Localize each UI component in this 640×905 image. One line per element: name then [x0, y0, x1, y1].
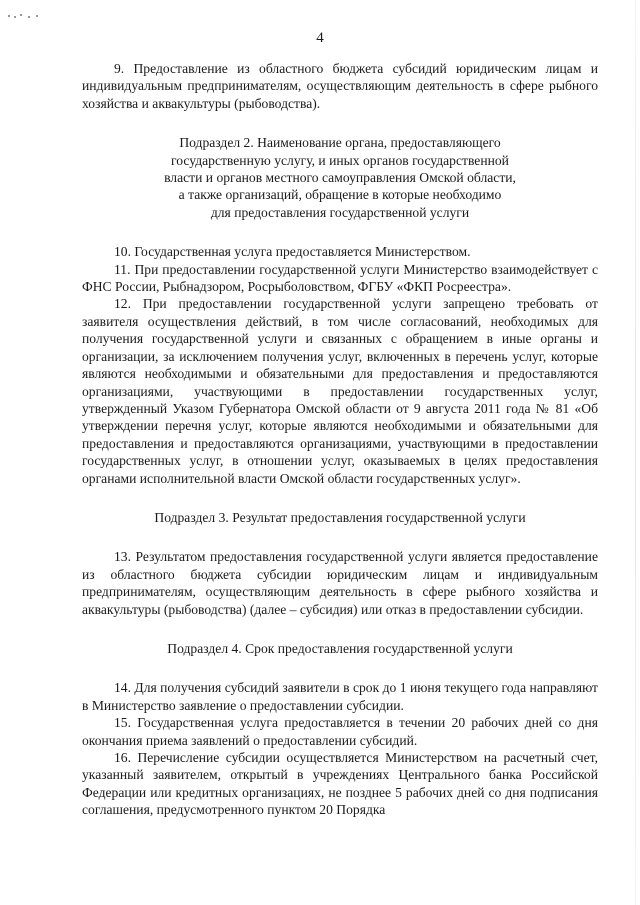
paragraph-13: 13. Результатом предоставления государственной услуги является предоставление из областного бюджета субсидии юридическим лицам и индивидуальным предпринимателям, осуществляющим деятельность в сфере рыбного хозяйства и аквакультуры (рыбоводства) (далее – субсидия) или отказ в предоставлении субсидии.: [82, 549, 598, 617]
paragraph-9: 9. Предоставление из областного бюджета субсидий юридическим лицам и индивидуальным предпринимателям, осуществляющим деятельность в сфере рыбного хозяйства и аквакультуры (рыбоводства).: [82, 61, 598, 111]
document-body: [82, 60, 598, 819]
paragraph-16: 16. Перечисление субсидии осуществляется Министерством на расчетный счет, указанный заявителем, открытый в учреждениях Центрального банка Российской Федерации или кредитных организациях, не позднее 5 рабочих дней со дня подписания соглашения, предусмотренного пунктом 20 Порядка: [82, 750, 598, 818]
subsection-2-title-line-2: государственную услугу, и иных органов государственной: [171, 152, 509, 168]
paragraph-10: 10. Государственная услуга предоставляется Министерством.: [114, 244, 471, 260]
page-number: 4: [316, 30, 324, 46]
subsection-2-title-line-1: Подраздел 2. Наименование органа, предоставляющего: [179, 135, 501, 151]
paragraph-12: 12. При предоставлении государственной услуги запрещено требовать от заявителя осуществления действий, в том числе согласований, необходимых для получения государственной услуги и связанных с обращением в иные органы и организации, за исключением получения услуг, включенных в перечень услуг, которые являются необходимыми и обязательными для предоставления и предоставляются организациями, участвующими в предоставлении государственных услуг, утвержденный Указом Губернатора Омской области от 9 августа 2011 года № 81 «Об утверждении перечня услуг, которые являются необходимыми и обязательными для предоставления и предоставляются организациями, участвующими в предоставлении государственных услуг, в отношении услуг, оказываемых в целях предоставления органами исполнительной власти Омской области государственных услуг».: [82, 296, 598, 486]
scan-artifact: [6, 12, 48, 20]
subsection-4-title: Подраздел 4. Срок предоставления государственной услуги: [167, 640, 513, 656]
subsection-2-title-line-5: для предоставления государственной услуги: [210, 204, 470, 220]
paragraph-15: 15. Государственная услуга предоставляется в течении 20 рабочих дней со дня окончания приема заявлений о предоставлении субсидий.: [82, 715, 598, 748]
paragraph-14: 14. Для получения субсидий заявители в срок до 1 июня текущего года направляют в Министерство заявление о предоставлении субсидии.: [82, 680, 598, 713]
paragraph-11: 11. При предоставлении государственной услуги Министерство взаимодействует с ФНС России, Рыбнадзором, Росрыболовством, ФГБУ «ФКП Росреестра».: [82, 261, 598, 295]
subsection-3-title: Подраздел 3. Результат предоставления государственной услуги: [154, 509, 526, 525]
scan-edge: [635, 0, 636, 905]
subsection-2-title-line-4: а также организаций, обращение в которые необходимо: [178, 187, 502, 203]
subsection-2-title-line-3: власти и органов местного самоуправления Омской области,: [164, 170, 516, 186]
